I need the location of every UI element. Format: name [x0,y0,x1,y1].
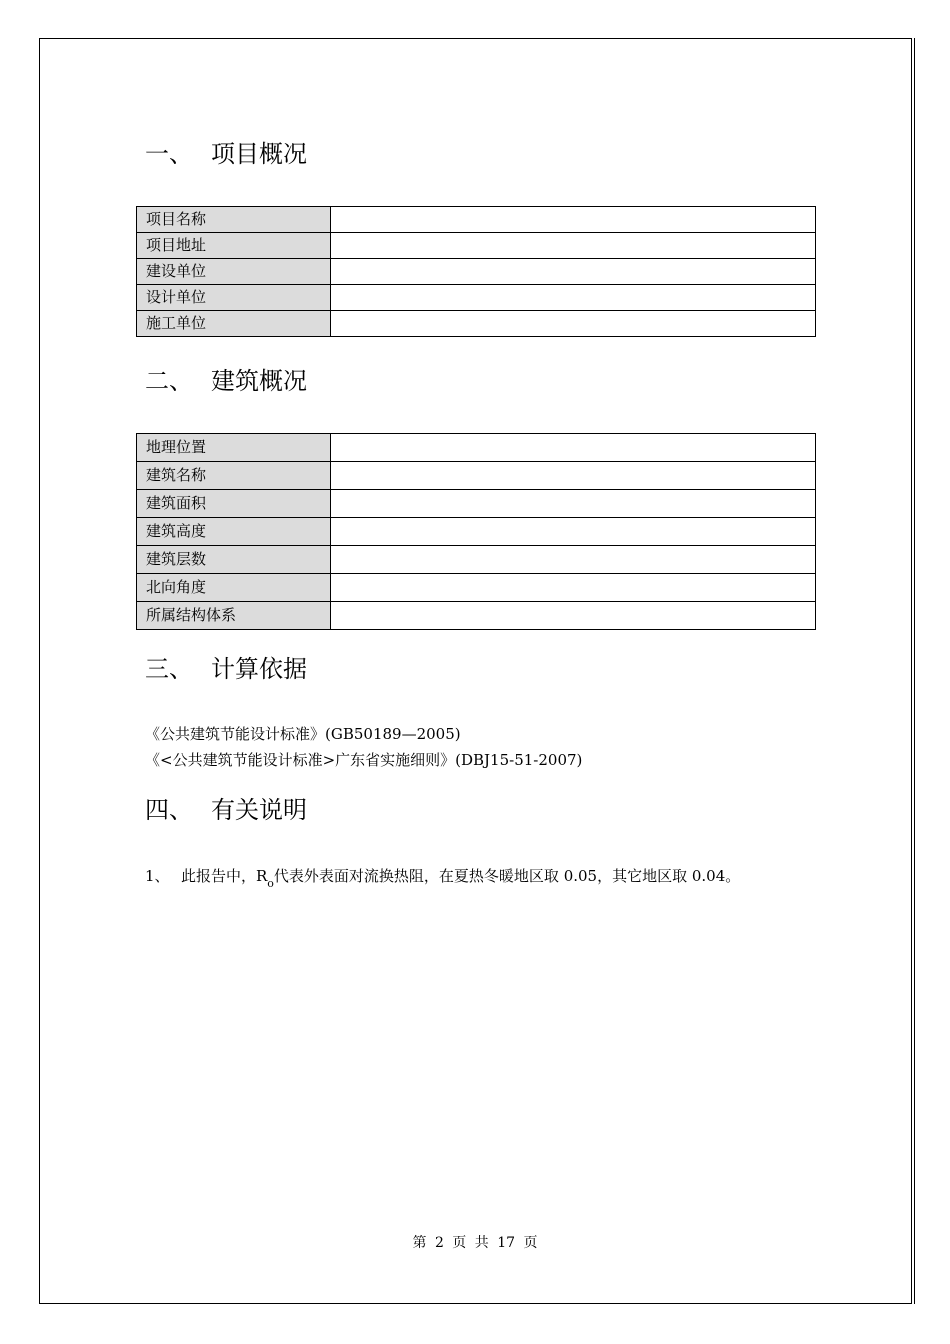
row-value [331,434,816,462]
table-row [137,233,816,259]
row-label: 项目名称 [137,207,331,233]
section-number: 三、 [145,655,193,683]
row-value [331,518,816,546]
row-label: 建筑高度 [137,518,331,546]
note-text-post: 代表外表面对流换热阻，在夏热冬暖地区取 0.05，其它地区取 0.04。 [273,867,741,885]
note-index: 1、 [145,867,170,885]
row-value [331,207,816,233]
table-row [137,602,816,630]
table-row [137,518,816,546]
row-value [331,285,816,311]
section-heading-4 [145,795,307,825]
row-label: 设计单位 [137,285,331,311]
table-row [137,574,816,602]
note-subscript: o [267,877,274,890]
table-row [137,207,816,233]
section-number: 四、 [145,796,193,824]
row-label: 地理位置 [137,434,331,462]
row-value [331,259,816,285]
table-row [137,546,816,574]
row-value [331,462,816,490]
section-title: 计算依据 [211,655,307,683]
note-item-1 [145,866,740,894]
row-label: 建设单位 [137,259,331,285]
section-title: 建筑概况 [211,367,307,395]
section-title: 项目概况 [211,140,307,168]
row-value [331,546,816,574]
section-title: 有关说明 [211,796,307,824]
table-row [137,462,816,490]
row-value [331,233,816,259]
table-row [137,259,816,285]
row-label: 建筑面积 [137,490,331,518]
table-row [137,434,816,462]
row-label: 项目地址 [137,233,331,259]
row-value [331,574,816,602]
row-value [331,602,816,630]
row-value [331,311,816,337]
reference-standard-1: 《公共建筑节能设计标准》(GB50189—2005) [145,725,461,743]
section-heading-3 [145,654,307,684]
row-value [331,490,816,518]
section-heading-1 [145,139,307,169]
note-text-pre: 此报告中，R [181,867,268,885]
row-label: 建筑层数 [137,546,331,574]
page-footer: 第 2 页 共 17 页 [412,1235,538,1251]
row-label: 所属结构体系 [137,602,331,630]
table-row [137,285,816,311]
row-label: 北向角度 [137,574,331,602]
section-number: 二、 [145,367,193,395]
section-number: 一、 [145,140,193,168]
row-label: 施工单位 [137,311,331,337]
table-row [137,311,816,337]
section-heading-2 [145,366,307,396]
table-row [137,490,816,518]
building-info-table [136,433,816,630]
row-label: 建筑名称 [137,462,331,490]
project-info-table [136,206,816,337]
reference-standard-2: 《<公共建筑节能设计标准>广东省实施细则》(DBJ15-51-2007) [145,751,583,769]
